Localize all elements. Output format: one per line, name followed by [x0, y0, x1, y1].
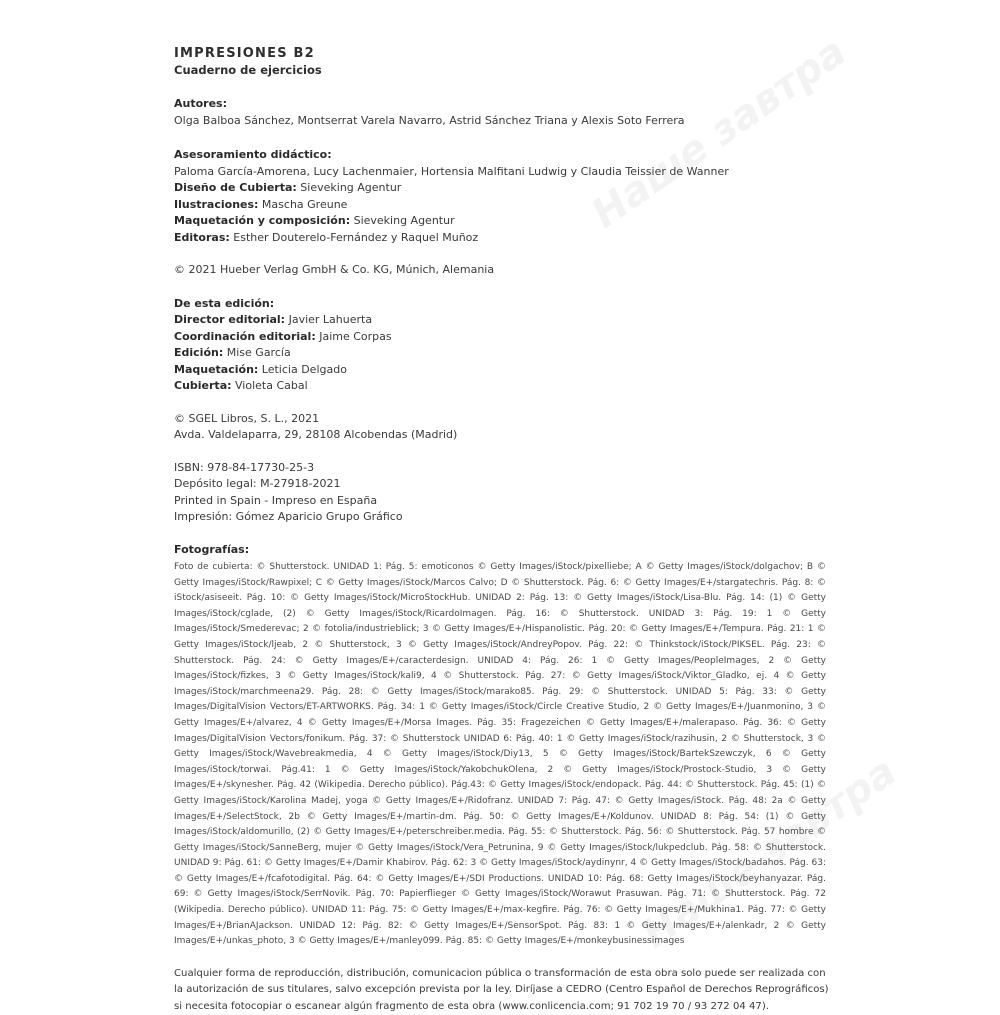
edition-coordination: Coordinación editorial: Jaime Corpas — [174, 329, 392, 343]
legal-notice: Cualquier forma de reproducción, distribución, comunicacion pública o transformación de esta obra solo puede ser realizada con la autorización de sus titulares, salvo excepción prevista por la ley. Diríjase a CEDRO (Centro Español de Derechos Reprográficos) si necesita fotocopiar o escanear algún fragmento de esta obra (www.conlicencia.com; 91 702 19 70 / 93 272 04 47). — [174, 967, 829, 1012]
watermark-top: Наше завтра — [583, 28, 855, 238]
book-subtitle: Cuaderno de ejercicios — [174, 63, 322, 77]
advisory-names: Paloma García-Amorena, Lucy Lachenmaier, Hortensia Malfitani Ludwig y Claudia Teissier de Wanner — [174, 164, 729, 178]
printed-in: Printed in Spain - Impreso en España — [174, 493, 378, 507]
photo-credits: Foto de cubierta: © Shutterstock. UNIDAD 1: Pág. 5: emoticonos © Getty Images/iStock/pixelliebe; A © Getty Images/iStock/dolgachov; B © Getty Images/iStock/Rawpixel; C © Getty Images/iStock/Marcos Calvo; D © Shutterstock. Pág. 6: © Getty Images/E+/stargatechris. Pág. 8: © iStock/asiseeit. Pág. 10: © Getty Images/iStock/MicroStockHub. UNIDAD 2: Pág. 13: © Getty Images/iStock/Lisa-Blu. Pág. 14: (1) © Getty Images/iStock/cglade, (2) © Getty Images/iStock/RicardoImagen. Pág. 16: © Shutterstock. UNIDAD 3: Pág. 19: 1 © Getty Images/iStock/Smederevac; 2 © fotolia/industrieblick; 3 © Getty Images/E+/Hispanolistic. Pág. 20: © Getty Images/E+/Tempura. Pág. 21: 1 © Getty Images/iStock/ljeab, 2 © Shutterstock, 3 © Getty Images/iStock/AndreyPopov. Pág. 22: © Thinkstock/iStock/PIKSEL. Pág. 23: © Shutterstock. Pág. 24: © Getty Images/E+/caracterdesign. UNIDAD 4: Pág. 26: 1 © Getty Images/PeopleImages, 2 © Getty Images/iStock/fizkes, 3 © Getty Images/iStock/kali9, 4 © Shutterstock. Pág. 27: © Getty Images/iStock/Viktor_Gladko, ej. 4 © Getty Images/iStock/marchmeena29. Pág. 28: © Getty Images/iStock/marako85. Pág. 29: © Shutterstock. UNIDAD 5: Pág. 33: © Getty Images/DigitalVision Vectors/ET-ARTWORKS. Pág. 34: 1 © Getty Images/iStock/Circle Creative Studio, 2 © Getty Images/E+/Juanmonino, 3 © Getty Images/E+/alvarez, 4 © Getty Images/E+/Morsa Images. Pág. 35: Fragezeichen © Getty Images/E+/malerapaso. Pág. 36: © Getty Images/DigitalVision Vectors/fonikum. Pág. 37: © Shutterstock UNIDAD 6: Pág. 40: 1 © Getty Images/iStock/razihusin, 2 © Shutterstock, 3 © Getty Images/iStock/Wavebreakmedia, 4 © Getty Images/iStock/Diy13, 5 © Getty Images/iStock/BartekSzewczyk, 6 © Getty Images/iStock/torwai. Pág.41: 1 © Getty Images/iStock/YakobchukOlena, 2 © Getty Images/iStock/Prostock-Studio, 3 © Getty Images/E+/skynesher. Pág. 42 (Wikipedia. Derecho público). Pág.43: © Getty Images/iStock/endopack. Pág. 44: © Shutterstock. Pág. 45: (1) © Getty Images/iStock/Karolina Madej, yoga © Getty Images/E+/Ridofranz. UNIDAD 7: Pág. 47: © Getty Images/iStock. Pág. 48: 2a © Getty Images/E+/SelectStock, 2b © Getty Images/E+/martin-dm. Pág. 50: © Getty Images/E+/Koldunov. UNIDAD 8: Pág. 54: (1) © Getty Images/iStock/aldomurillo, (2) © Getty Images/E+/peterschreiber.media. Pág. 55: © Shutterstock. Pág. 56: © Shutterstock. Pág. 57 hombre © Getty Images/iStock/SanneBerg, mujer © Getty Images/iStock/Vera_Petrunina, 9 © Getty Images/iStock/lukpedclub. Pág. 58: © Shutterstock. UNIDAD 9: Pág. 61: © Getty Images/E+/Damir Khabirov. Pág. 62: 3 © Getty Images/iStock/aydinynr, 4 © Getty Images/iStock/badahos. Pág. 63: © Getty Images/E+/fcafotodigital. Pág. 64: © Getty Images/E+/SDI Productions. UNIDAD 10: Pág. 68: Getty Images/iStock/beyhanyazar. Pág. 69: © Getty Images/iStock/SerrNovik. Pág. 70: Papierflieger © Getty Images/iStock/Worawut Prasuwan. Pág. 71: © Shutterstock. Pág. 72 (Wikipedia. Derecho público). UNIDAD 11: Pág. 75: © Getty Images/E+/max-kegfire. Pág. 76: © Getty Images/E+/Mukhina1. Pág. 77: © Getty Images/E+/BrianAJackson. UNIDAD 12: Pág. 82: © Getty Images/E+/SensorSpot. Pág. 83: 1 © Getty Images/E+/alenkadr, 2 © Getty Images/E+/unkas_photo, 3 © Getty Images/E+/manley099. Pág. 85: © Getty Images/E+/monkeybusinessimages — [174, 562, 826, 947]
authors-label: Autores: — [174, 97, 227, 110]
role-layout: Maquetación y composición: Sieveking Agentur — [174, 214, 455, 227]
book-title: IMPRESIONES B2 — [174, 46, 315, 61]
copyright-hueber: © 2021 Hueber Verlag GmbH & Co. KG, Múnich, Alemania — [174, 263, 495, 276]
edition-director: Director editorial: Javier Lahuerta — [174, 313, 373, 326]
photos-label: Fotografías: — [174, 542, 250, 556]
role-illustrations: Ilustraciones: Mascha Greune — [174, 197, 348, 211]
publisher-copyright: © SGEL Libros, S. L., 2021 — [174, 411, 320, 425]
imprint-page — [174, 46, 830, 1015]
deposito-legal: Depósito legal: M-27918-2021 — [174, 477, 341, 490]
role-cover-design: Diseño de Cubierta: Sieveking Agentur — [174, 181, 402, 194]
isbn: ISBN: 978-84-17730-25-3 — [174, 460, 315, 474]
advisory-label: Asesoramiento didáctico: — [174, 148, 332, 161]
edition-edition: Edición: Mise García — [174, 346, 291, 359]
edition-label: De esta edición: — [174, 296, 275, 310]
role-editors: Editoras: Esther Douterelo-Fernández y Raquel Muñoz — [174, 230, 479, 244]
authors-names: Olga Balboa Sánchez, Montserrat Varela Navarro, Astrid Sánchez Triana y Alexis Soto Ferrera — [174, 113, 685, 127]
edition-cover: Cubierta: Violeta Cabal — [174, 379, 308, 392]
printer: Impresión: Gómez Aparicio Grupo Gráfico — [174, 510, 403, 523]
publisher-address: Avda. Valdelaparra, 29, 28108 Alcobendas (Madrid) — [174, 428, 458, 441]
edition-layout: Maquetación: Leticia Delgado — [174, 362, 347, 376]
watermark-bottom: Наше завтра — [633, 748, 905, 958]
